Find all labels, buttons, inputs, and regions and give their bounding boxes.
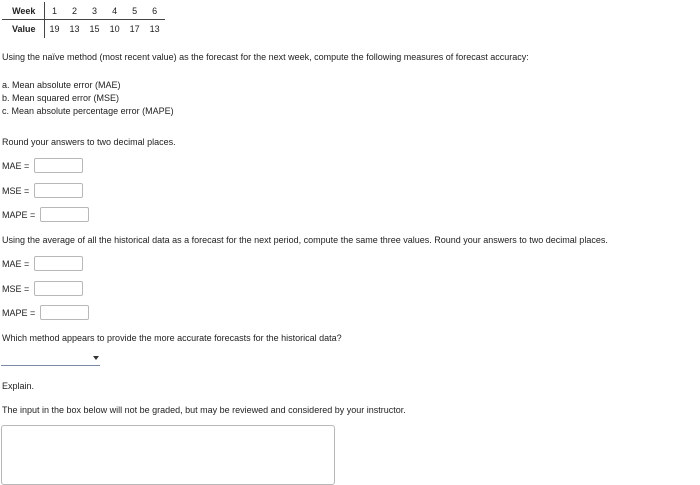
chevron-down-icon[interactable] bbox=[93, 356, 99, 360]
week-cell: 5 bbox=[125, 2, 145, 20]
explain-label: Explain. bbox=[2, 381, 35, 391]
question-intro: Using the naïve method (most recent value) as the forecast for the next week, compute the following measures of forecast accuracy: bbox=[2, 52, 529, 62]
naive-mse-label: MSE = bbox=[2, 186, 30, 196]
week-header: Week bbox=[2, 2, 44, 20]
avg-mae-label: MAE = bbox=[2, 259, 30, 269]
avg-mse-input[interactable] bbox=[34, 281, 83, 296]
item-mape: c. Mean absolute percentage error (MAPE) bbox=[2, 106, 174, 116]
item-mse: b. Mean squared error (MSE) bbox=[2, 93, 120, 103]
grading-note: The input in the box below will not be graded, but may be reviewed and considered by your instructor. bbox=[2, 405, 406, 415]
avg-mape-input[interactable] bbox=[40, 305, 89, 320]
avg-mae-input[interactable] bbox=[34, 256, 83, 271]
week-cell: 3 bbox=[85, 2, 105, 20]
week-cell: 1 bbox=[44, 2, 65, 20]
avg-mape-label: MAPE = bbox=[2, 308, 36, 318]
week-row bbox=[2, 2, 165, 20]
value-cell: 17 bbox=[129, 24, 140, 34]
value-cell: 10 bbox=[109, 24, 120, 34]
method-select[interactable] bbox=[1, 354, 100, 366]
value-row bbox=[2, 20, 165, 39]
week-cell: 2 bbox=[65, 2, 85, 20]
which-method-question: Which method appears to provide the more accurate forecasts for the historical data? bbox=[2, 333, 342, 343]
value-cell: 19 bbox=[49, 24, 60, 34]
value-cell: 15 bbox=[89, 24, 100, 34]
value-header: Value bbox=[2, 20, 44, 39]
value-cell: 13 bbox=[149, 24, 160, 34]
naive-mae-label: MAE = bbox=[2, 161, 30, 171]
naive-mae-input[interactable] bbox=[34, 158, 83, 173]
value-cell: 13 bbox=[69, 24, 80, 34]
data-table bbox=[2, 2, 165, 38]
part2-instructions: Using the average of all the historical data as a forecast for the next period, compute the same three values. Round your answers to two decimal places. bbox=[2, 235, 608, 245]
explain-textarea[interactable] bbox=[1, 425, 335, 485]
week-cell: 6 bbox=[145, 2, 165, 20]
naive-mape-input[interactable] bbox=[40, 207, 89, 222]
avg-mse-label: MSE = bbox=[2, 284, 30, 294]
item-mae: a. Mean absolute error (MAE) bbox=[2, 80, 121, 90]
naive-mape-label: MAPE = bbox=[2, 210, 36, 220]
round-note: Round your answers to two decimal places. bbox=[2, 137, 176, 147]
week-cell: 4 bbox=[105, 2, 125, 20]
naive-mse-input[interactable] bbox=[34, 183, 83, 198]
